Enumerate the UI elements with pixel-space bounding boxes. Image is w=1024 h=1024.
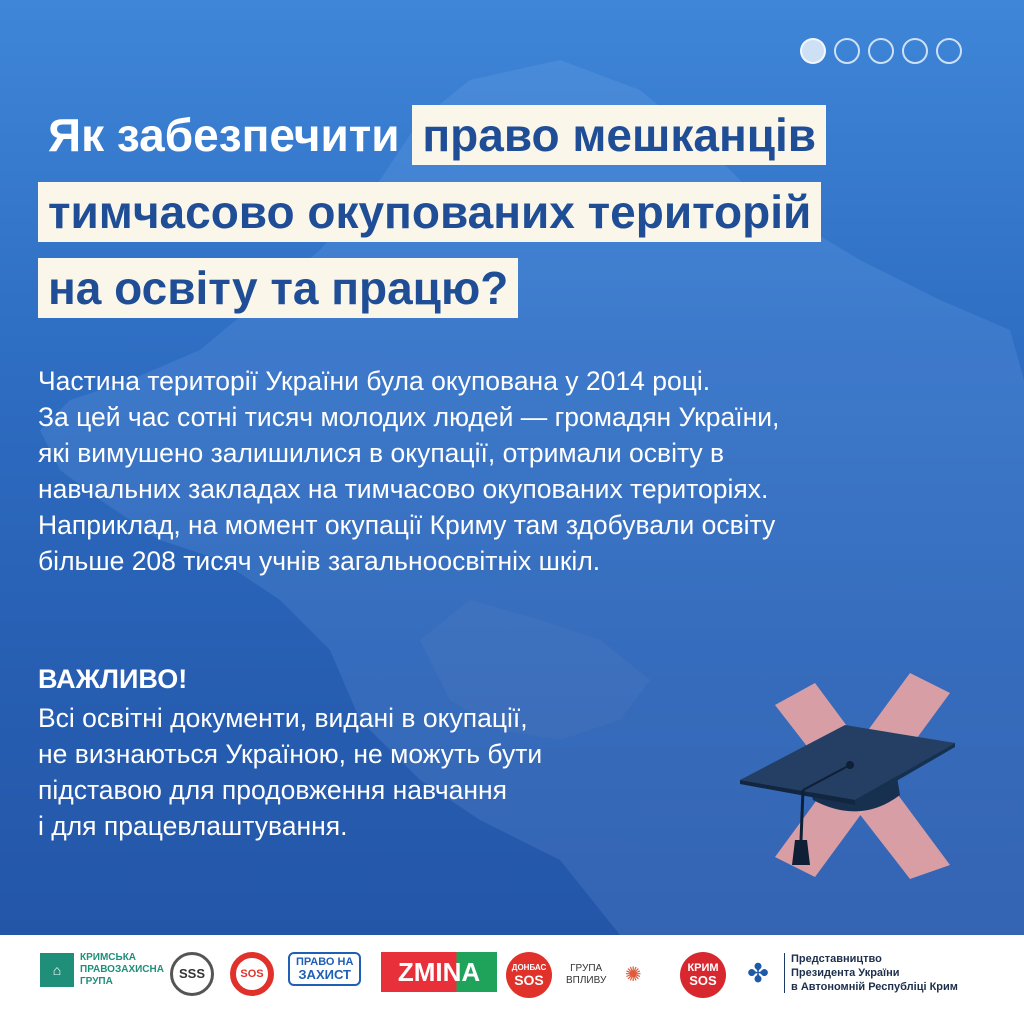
crimean-human-rights-group-logo xyxy=(40,952,164,988)
title-line-1 xyxy=(38,105,826,165)
intro-line: Частина території України була окупована у 2014 році. xyxy=(38,366,711,396)
donbas-sos-logo: ДОНБАС SOS xyxy=(506,952,552,998)
pagination-dot[interactable] xyxy=(868,38,894,64)
crossed-graduation-cap-icon xyxy=(735,665,975,885)
intro-paragraph xyxy=(38,363,779,579)
intro-line: навчальних закладах на тимчасово окупованих територіях. xyxy=(38,474,769,504)
title-highlight: на освіту та працю? xyxy=(38,258,518,318)
hrupa-vplyvu-logo: ГРУПА ВПЛИВУ ✺ xyxy=(566,952,656,998)
crimea-map-icon: ✤ xyxy=(747,958,769,988)
intro-line: За цей час сотні тисяч молодих людей — громадян України, xyxy=(38,402,780,432)
pagination-dots xyxy=(800,38,962,64)
presidential-representation-crimea-logo: ✤ Представництво Президента України в Автономній Республіці Крим xyxy=(738,952,958,994)
vostok-sos-logo: SOS xyxy=(230,952,274,996)
pagination-dot-active[interactable] xyxy=(800,38,826,64)
title-line-3 xyxy=(38,258,518,318)
crimean-human-rights-group-icon: ⌂ xyxy=(40,953,74,987)
important-line: Всі освітні документи, видані в окупації, xyxy=(38,703,528,733)
zmina-logo: ZMINA xyxy=(381,952,497,992)
intro-line: які вимушено залишилися в окупації, отримали освіту в xyxy=(38,438,725,468)
pravo-na-zakhyst-logo: ПРАВО НА ЗАХИСТ xyxy=(288,952,361,986)
pagination-dot[interactable] xyxy=(834,38,860,64)
title-line-2 xyxy=(38,182,821,242)
important-heading: ВАЖЛИВО! xyxy=(38,664,188,694)
title-highlight: тимчасово окупованих територій xyxy=(38,182,821,242)
sunburst-icon: ✺ xyxy=(624,964,642,986)
intro-line: Наприклад, на момент окупації Криму там здобували освіту xyxy=(38,510,776,540)
divider xyxy=(784,953,785,993)
important-line: підставою для продовження навчання xyxy=(38,775,508,805)
krym-sos-logo: КРИМ SOS xyxy=(680,952,726,998)
title-plain: Як забезпечити xyxy=(48,109,400,161)
important-paragraph xyxy=(38,700,542,844)
sss-logo: SSS xyxy=(170,952,214,996)
pagination-dot[interactable] xyxy=(902,38,928,64)
important-line: і для працевлаштування. xyxy=(38,811,348,841)
intro-line: більше 208 тисяч учнів загальноосвітніх шкіл. xyxy=(38,546,601,576)
important-line: не визнаються Україною, не можуть бути xyxy=(38,739,543,769)
logo-text: КРИМСЬКА ПРАВОЗАХИСНА ГРУПА xyxy=(80,952,164,987)
title-highlight: право мешканців xyxy=(412,105,826,165)
pagination-dot[interactable] xyxy=(936,38,962,64)
